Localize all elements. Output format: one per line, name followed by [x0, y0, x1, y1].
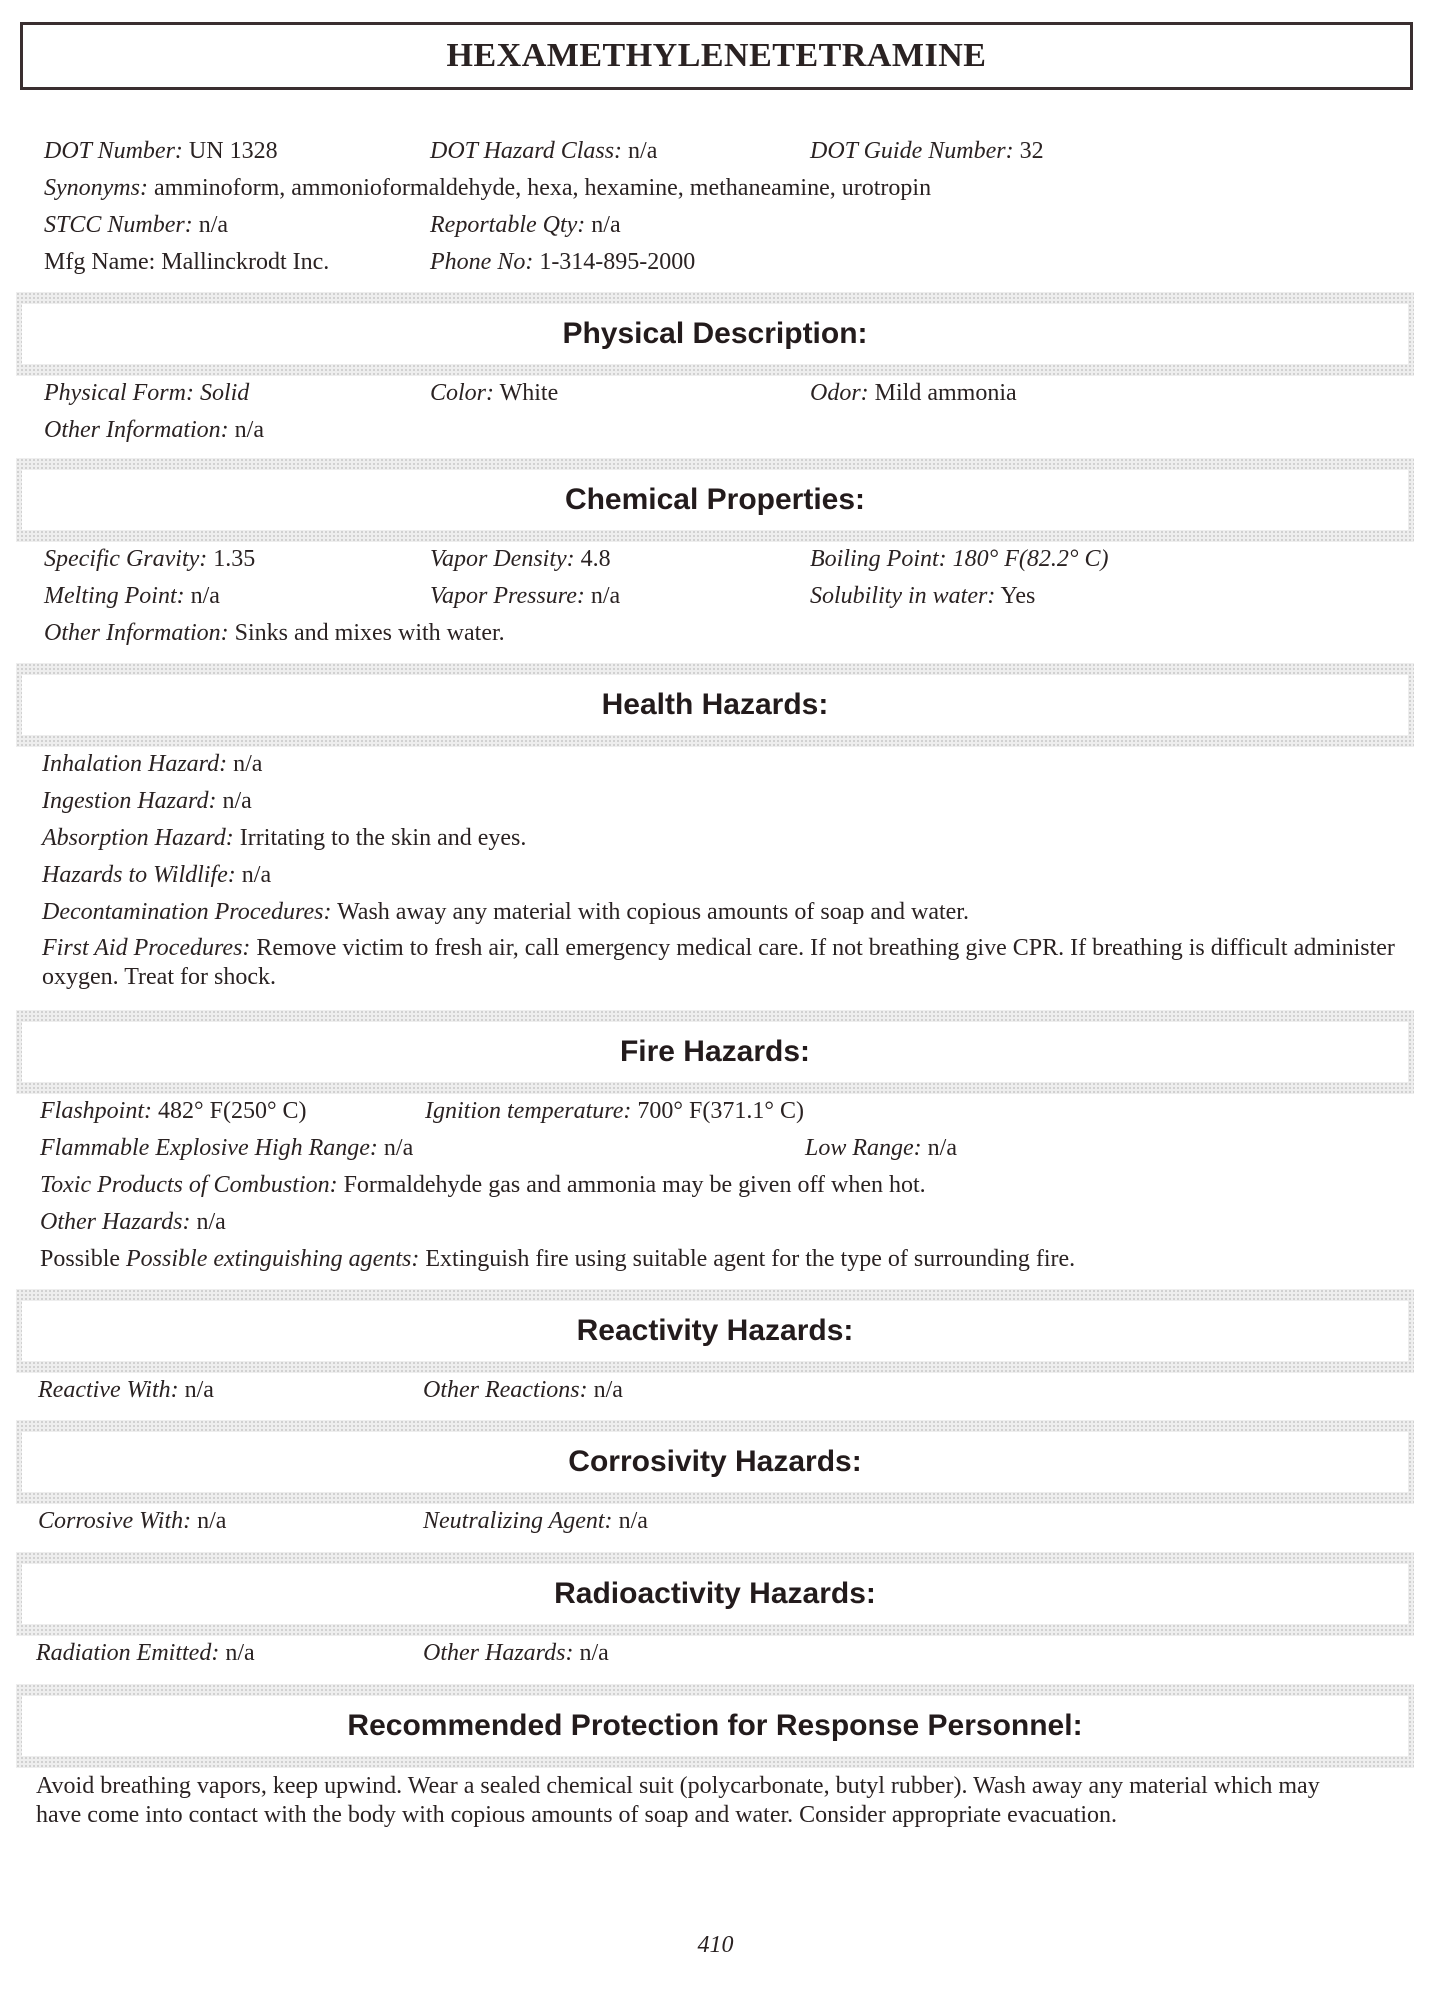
page-number: 410: [697, 1932, 734, 1958]
vapor-pressure: [430, 581, 620, 611]
stcc-number: [44, 210, 228, 240]
other-reactions-label: Other Reactions:: [423, 1377, 588, 1403]
dot-number-value: UN 1328: [188, 138, 278, 164]
dot-guide-number-label: DOT Guide Number:: [810, 138, 1014, 164]
title-box: [20, 22, 1413, 90]
stcc-number-label: STCC Number:: [44, 212, 193, 238]
color: [430, 378, 558, 408]
toxic-products-label: Toxic Products of Combustion:: [40, 1172, 338, 1198]
vapor-density-label: Vapor Density:: [430, 546, 575, 572]
odor-value: Mild ammonia: [874, 380, 1017, 406]
synonyms: [44, 173, 931, 203]
flashpoint: [40, 1096, 307, 1126]
ingestion-hazard-label: Ingestion Hazard:: [42, 788, 217, 814]
vapor-pressure-value: n/a: [590, 583, 621, 609]
health-hazards-heading: Health Hazards:: [601, 688, 829, 721]
ignition-temperature: [425, 1096, 804, 1126]
reportable-qty: [430, 210, 621, 240]
first-aid-value: Remove victim to fresh air, call emergency medical care. If not breathing give CPR. If breathing is difficult administer oxygen. Treat for shock.: [42, 935, 1395, 990]
odor-label: Odor:: [810, 380, 869, 406]
reactive-with: [38, 1375, 214, 1405]
decontamination-value: Wash away any material with copious amounts of soap and water.: [337, 899, 969, 925]
corrosivity-hazards-heading: Corrosivity Hazards:: [568, 1445, 862, 1478]
protection-heading: Recommended Protection for Response Personnel:: [347, 1709, 1083, 1742]
dot-hazard-class-label: DOT Hazard Class:: [430, 138, 623, 164]
wildlife-hazard-value: n/a: [241, 862, 272, 888]
protection-text: Avoid breathing vapors, keep upwind. Wear a sealed chemical suit (polycarbonate, butyl rubber). Wash away any material which may have come into contact with the body with copious amounts of soap and water. Consider appropriate evacuation.: [36, 1773, 1320, 1828]
synonyms-value: amminoform, ammonioformaldehyde, hexa, hexamine, methaneamine, urotropin: [153, 175, 932, 201]
dot-guide-number-value: 32: [1019, 138, 1044, 164]
flashpoint-label: Flashpoint:: [40, 1098, 152, 1124]
chemical-properties-band: [16, 458, 1414, 542]
ignition-temperature-value: 700° F(371.1° C): [637, 1098, 804, 1124]
radioactivity-hazards-band: [16, 1552, 1414, 1636]
synonyms-label: Synonyms:: [44, 175, 148, 201]
fire-hazards-band: [16, 1010, 1414, 1094]
reactive-with-label: Reactive With:: [38, 1377, 179, 1403]
phone-value: 1-314-895-2000: [539, 249, 696, 275]
neutralizing-agent: [423, 1506, 648, 1536]
color-value: White: [499, 380, 559, 406]
protection-band: [16, 1684, 1414, 1768]
flashpoint-value: 482° F(250° C): [158, 1098, 307, 1124]
dot-hazard-class-value: n/a: [628, 138, 658, 164]
other-reactions-value: n/a: [593, 1377, 623, 1403]
ingestion-hazard-value: n/a: [222, 788, 252, 814]
neutralizing-agent-value: n/a: [618, 1508, 648, 1534]
dot-guide-number: [810, 136, 1044, 166]
decontamination-label: Decontamination Procedures:: [42, 899, 332, 925]
physical-other-info-label: Other Information:: [44, 417, 229, 443]
chemical-other-info-value: Sinks and mixes with water.: [234, 620, 505, 646]
wildlife-hazard-label: Hazards to Wildlife:: [42, 862, 236, 888]
low-range: [805, 1133, 957, 1163]
extinguishing-agents: [40, 1244, 1075, 1274]
flammable-high-range-label: Flammable Explosive High Range:: [40, 1135, 378, 1161]
low-range-value: n/a: [927, 1135, 957, 1161]
first-aid-procedures: [42, 934, 1402, 992]
reportable-qty-label: Reportable Qty:: [430, 212, 586, 238]
reportable-qty-value: n/a: [591, 212, 621, 238]
stcc-number-value: n/a: [198, 212, 229, 238]
vapor-density-value: 4.8: [580, 546, 611, 572]
radioactivity-other-hazards-label: Other Hazards:: [423, 1640, 574, 1666]
dot-hazard-class: [430, 136, 657, 166]
absorption-hazard: [42, 823, 526, 853]
dot-number-label: DOT Number:: [44, 138, 183, 164]
flammable-high-range: [40, 1133, 413, 1163]
corrosivity-hazards-band: [16, 1420, 1414, 1504]
fire-hazards-heading: Fire Hazards:: [619, 1035, 811, 1068]
toxic-products: [40, 1170, 926, 1200]
fire-other-hazards-value: n/a: [196, 1209, 226, 1235]
solubility-label: Solubility in water:: [810, 583, 996, 609]
color-label: Color:: [430, 380, 495, 406]
dot-number: [44, 136, 278, 166]
corrosive-with-label: Corrosive With:: [38, 1508, 192, 1534]
physical-description-heading: Physical Description:: [562, 317, 868, 350]
ignition-temperature-label: Ignition temperature:: [425, 1098, 632, 1124]
vapor-density: [430, 544, 611, 574]
radiation-emitted: [36, 1638, 255, 1668]
wildlife-hazard: [42, 860, 271, 890]
first-aid-label: First Aid Procedures:: [42, 935, 251, 961]
decontamination-procedures: [42, 897, 969, 927]
extinguishing-value: Extinguish fire using suitable agent for the type of surrounding fire.: [425, 1246, 1076, 1272]
absorption-hazard-value: Irritating to the skin and eyes.: [239, 825, 527, 851]
melting-point-label: Melting Point:: [44, 583, 185, 609]
specific-gravity-label: Specific Gravity:: [44, 546, 208, 572]
radioactivity-other-hazards-value: n/a: [579, 1640, 609, 1666]
melting-point: [44, 581, 220, 611]
phone-number: [430, 247, 695, 277]
chemical-properties-heading: Chemical Properties:: [564, 483, 866, 516]
toxic-products-value: Formaldehyde gas and ammonia may be given off when hot.: [343, 1172, 926, 1198]
health-hazards-band: [16, 663, 1414, 747]
melting-point-value: n/a: [190, 583, 220, 609]
reactivity-hazards-band: [16, 1289, 1414, 1373]
solubility: [810, 581, 1035, 611]
extinguishing-prefix: Possible: [40, 1246, 121, 1272]
physical-other-info: [44, 415, 264, 445]
fire-other-hazards-label: Other Hazards:: [40, 1209, 191, 1235]
mfg-name: Mfg Name: Mallinckrodt Inc.: [44, 249, 330, 275]
boiling-point: [810, 544, 1109, 574]
solubility-value: Yes: [1000, 583, 1036, 609]
radioactivity-other-hazards: [423, 1638, 609, 1668]
page-title: HEXAMETHYLENETETRAMINE: [446, 37, 987, 74]
boiling-point-label: Boiling Point: 180° F(82.2° C): [810, 546, 1109, 572]
reactivity-hazards-heading: Reactivity Hazards:: [576, 1314, 854, 1347]
vapor-pressure-label: Vapor Pressure:: [430, 583, 585, 609]
ingestion-hazard: [42, 786, 252, 816]
neutralizing-agent-label: Neutralizing Agent:: [423, 1508, 613, 1534]
low-range-label: Low Range:: [805, 1135, 922, 1161]
extinguishing-label: Possible extinguishing agents:: [126, 1246, 420, 1272]
specific-gravity-value: 1.35: [213, 546, 256, 572]
inhalation-hazard-label: Inhalation Hazard:: [42, 751, 228, 777]
phone-label: Phone No:: [430, 249, 534, 275]
other-reactions: [423, 1375, 623, 1405]
inhalation-hazard-value: n/a: [233, 751, 263, 777]
specific-gravity: [44, 544, 255, 574]
physical-description-band: [16, 292, 1414, 376]
physical-form: [44, 378, 249, 408]
absorption-hazard-label: Absorption Hazard:: [42, 825, 234, 851]
radioactivity-hazards-heading: Radioactivity Hazards:: [554, 1577, 876, 1610]
inhalation-hazard: [42, 749, 262, 779]
fire-other-hazards: [40, 1207, 226, 1237]
physical-form-label: Physical Form: Solid: [44, 380, 250, 406]
odor: [810, 378, 1017, 408]
chemical-other-info-label: Other Information:: [44, 620, 229, 646]
radiation-emitted-label: Radiation Emitted:: [36, 1640, 220, 1666]
reactive-with-value: n/a: [184, 1377, 214, 1403]
corrosive-with-value: n/a: [197, 1508, 227, 1534]
chemical-other-info: [44, 618, 505, 648]
flammable-high-range-value: n/a: [383, 1135, 414, 1161]
radiation-emitted-value: n/a: [225, 1640, 255, 1666]
corrosive-with: [38, 1506, 226, 1536]
physical-other-info-value: n/a: [234, 417, 264, 443]
